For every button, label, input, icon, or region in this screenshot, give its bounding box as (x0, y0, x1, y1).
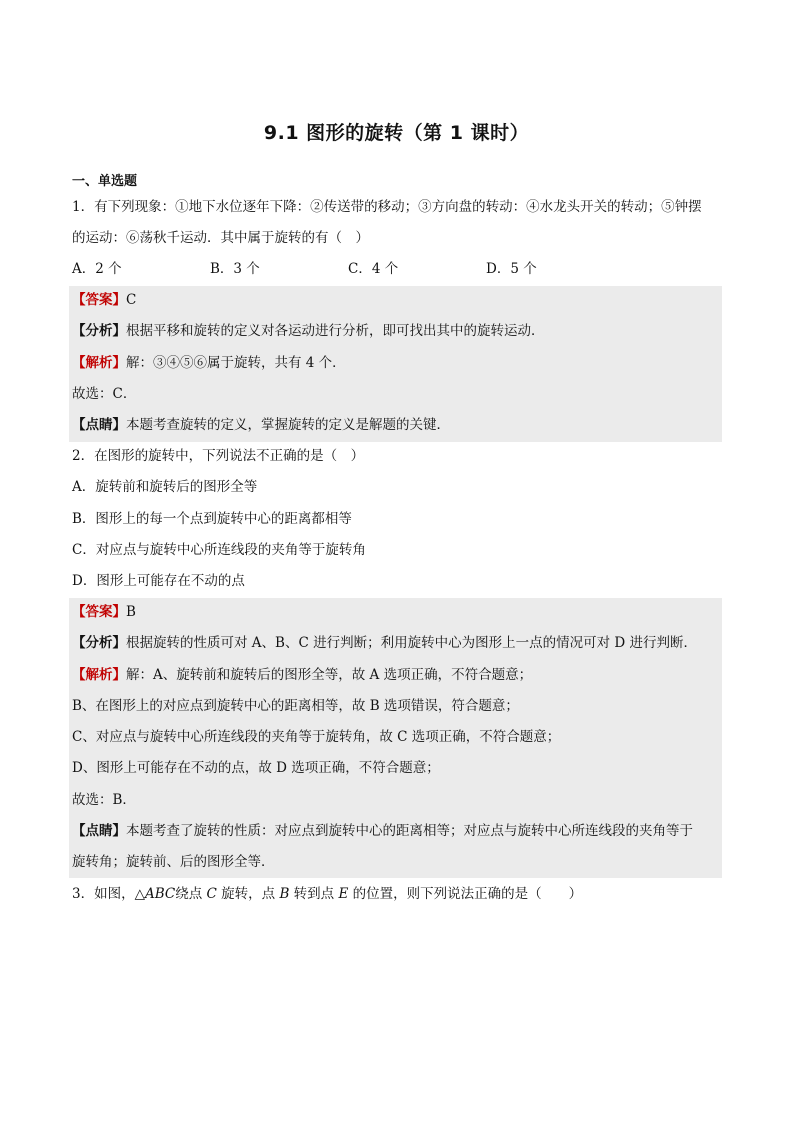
q3-stem (72, 884, 722, 904)
q2-solution-b: B、在图形上的对应点到旋转中心的距离相等，故 B 选项错误，符合题意； (72, 698, 519, 714)
q3-text-1: 3．如图，△ (72, 886, 145, 902)
q1-choose: 故选：C． (72, 386, 137, 402)
q2-solution-c: C、对应点与旋转中心所连线段的夹角等于旋转角，故 C 选项正确，不符合题意； (72, 729, 561, 745)
q2-stem: 2．在图形的旋转中，下列说法不正确的是（ ） (72, 448, 365, 464)
q3-text-2: 绕点 (175, 886, 207, 902)
comment-tag: 【点睛】 (72, 417, 126, 433)
solution-tag: 【解析】 (72, 667, 126, 683)
q2-solution (72, 665, 722, 685)
q1-stem-line1: 1．有下列现象：①地下水位逐年下降：②传送带的移动；③方向盘的转动：④水龙头开关的转动；⑤钟摆 (72, 199, 702, 215)
q2-option-a: A．旋转前和旋转后的图形全等 (72, 479, 258, 495)
answer-tag: 【答案】 (72, 604, 126, 620)
analysis-text: 根据旋转的性质可对 A、B、C 进行判断；利用旋转中心为图形上一点的情况可对 D 进行判断． (126, 635, 697, 651)
section-heading: 一、单选题 (72, 174, 138, 189)
comment-text: 本题考查旋转的定义，掌握旋转的定义是解题的关键． (126, 417, 450, 433)
q3-text-3: 旋转，点 (216, 886, 280, 902)
point-b: B (279, 886, 290, 902)
answer-tag: 【答案】 (72, 292, 126, 308)
comment-tag: 【点睛】 (72, 823, 126, 839)
q2-analysis (72, 633, 722, 653)
q2-answer (72, 602, 722, 622)
answer-value: C (126, 292, 137, 308)
q2-option-b: B．图形上的每一个点到旋转中心的距离都相等 (72, 511, 352, 527)
solution-tag: 【解析】 (72, 355, 126, 371)
solution-text: 解：A、旋转前和旋转后的图形全等，故 A 选项正确，不符合题意； (126, 667, 533, 683)
q1-option-a: A．2 个 (72, 261, 122, 277)
q1-comment (72, 415, 722, 435)
q2-solution-d: D、图形上可能存在不动的点，故 D 选项正确，不符合题意； (72, 760, 440, 776)
q3-text-4: 转到点 (289, 886, 339, 902)
q2-comment-line2: 旋转角；旋转前、后的图形全等． (72, 854, 275, 870)
analysis-text: 根据平移和旋转的定义对各运动进行分析，即可找出其中的旋转运动． (126, 323, 545, 339)
q1-option-c: C．4 个 (348, 261, 399, 277)
q1-option-d: D．5 个 (486, 261, 537, 277)
q1-solution (72, 353, 722, 373)
analysis-tag: 【分析】 (72, 635, 126, 651)
triangle-label: ABC (144, 886, 176, 902)
q3-text-5: 的位置，则下列说法正确的是（ ） (348, 886, 583, 902)
point-c: C (206, 886, 217, 902)
answer-value: B (126, 604, 136, 620)
q2-option-d: D．图形上可能存在不动的点 (72, 573, 245, 589)
analysis-tag: 【分析】 (72, 323, 126, 339)
point-e: E (338, 886, 349, 902)
q1-analysis (72, 321, 722, 341)
q1-answer (72, 290, 722, 310)
q1-option-b: B．3 个 (210, 261, 260, 277)
q2-option-c: C．对应点与旋转中心所连线段的夹角等于旋转角 (72, 542, 366, 558)
comment-text: 本题考查了旋转的性质：对应点到旋转中心的距离相等；对应点与旋转中心所连线段的夹角等于 (126, 823, 693, 839)
q2-comment-line1 (72, 821, 722, 841)
page-title: 9.1 图形的旋转（第 1 课时） (263, 122, 530, 144)
q2-choose: 故选：B． (72, 792, 136, 808)
q1-stem-line2: 的运动：⑥荡秋千运动．其中属于旋转的有（ ） (72, 230, 369, 246)
solution-text: 解：③④⑤⑥属于旋转，共有 4 个． (126, 355, 346, 371)
